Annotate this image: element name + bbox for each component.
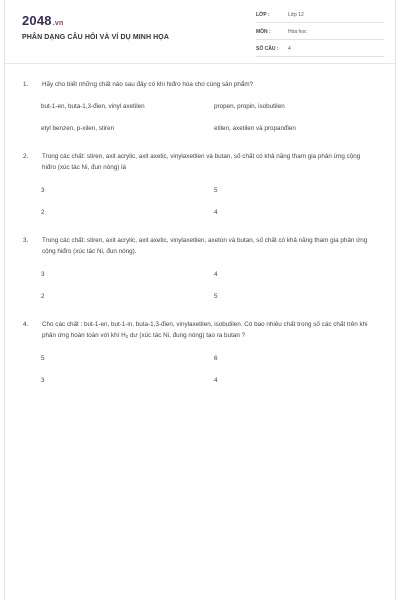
answer-option[interactable]: 2	[41, 293, 45, 300]
answer-option[interactable]: 5	[214, 187, 218, 194]
header-divider	[5, 63, 395, 64]
logo-suffix: .vn	[52, 20, 64, 27]
meta-row-class	[256, 8, 384, 23]
question-text	[42, 320, 373, 342]
meta-key: LỚP :	[256, 12, 270, 18]
document-title: PHÂN DẠNG CÂU HỎI VÀ VÍ DỤ MINH HỌA	[22, 34, 170, 41]
question-4	[23, 320, 373, 342]
site-logo[interactable]	[22, 13, 63, 28]
question-1	[23, 80, 373, 91]
question-number: 2.	[23, 153, 29, 160]
answer-option[interactable]: 5	[214, 293, 218, 300]
meta-row-count	[256, 42, 384, 57]
answer-option[interactable]: but-1-en, buta-1,3-đien, vinyl axetilen	[41, 103, 145, 110]
answer-option[interactable]: etilen, axetilen và propanđien	[214, 125, 296, 132]
question-2	[23, 152, 373, 173]
question-number: 1.	[23, 81, 29, 88]
answer-option[interactable]: 4	[214, 271, 218, 278]
answer-option[interactable]: 2	[41, 209, 45, 216]
meta-value: 4	[288, 46, 291, 52]
question-text: Trong các chất: stiren, axit acrylic, axit axetic, vinylaxetilen, axeton và butan, số chất có khả năng tham gia phản ứng cộng hiđro (xúc tác Ni, đun nóng).	[42, 237, 368, 255]
meta-row-subject	[256, 25, 384, 40]
answer-option[interactable]: 3	[41, 271, 45, 278]
meta-key: MÔN :	[256, 29, 271, 35]
document-header	[5, 0, 395, 62]
question-number: 3.	[23, 237, 29, 244]
answer-option[interactable]: 5	[41, 355, 45, 362]
answer-option[interactable]: propen, propin, isobutilen	[214, 103, 285, 110]
answer-option[interactable]: 6	[214, 355, 218, 362]
document-page	[4, 0, 396, 600]
answer-option[interactable]: etyl benzen, p-xilen, stiren	[41, 125, 115, 132]
answer-option[interactable]: 3	[41, 377, 45, 384]
question-text-part: Cho các chất : but-1-en, but-1-in, buta-1,3-đien, vinylaxetilen, isobutilen. Có bao nhiêu chất trong số các chất trên khi phản ứng hoàn toàn với khí H	[42, 321, 368, 339]
question-text-part: dư (xúc tác Ni, đung nóng) tạo ra butan ?	[128, 331, 246, 339]
meta-value: Lớp 12	[288, 12, 304, 18]
question-number: 4.	[23, 321, 29, 328]
question-3	[23, 236, 373, 257]
meta-key: SỐ CÂU :	[256, 46, 279, 52]
answer-option[interactable]: 3	[41, 187, 45, 194]
meta-value: Hóa học	[288, 29, 307, 35]
answer-option[interactable]: 4	[214, 209, 218, 216]
question-text: Hãy cho biết những chất nào sau đây có khi hiđro hóa cho cùng sản phẩm?	[42, 81, 254, 88]
question-text: Trong các chất: stiren, axit acrylic, axit axetic, vinylaxetilen và butan, số chất có khả năng tham gia phản ứng cộng hiđro (xúc tác Ni, đun nóng) là	[42, 153, 361, 171]
answer-option[interactable]: 4	[214, 377, 218, 384]
logo-number: 2048	[22, 13, 52, 28]
subscript: 2	[125, 333, 129, 339]
